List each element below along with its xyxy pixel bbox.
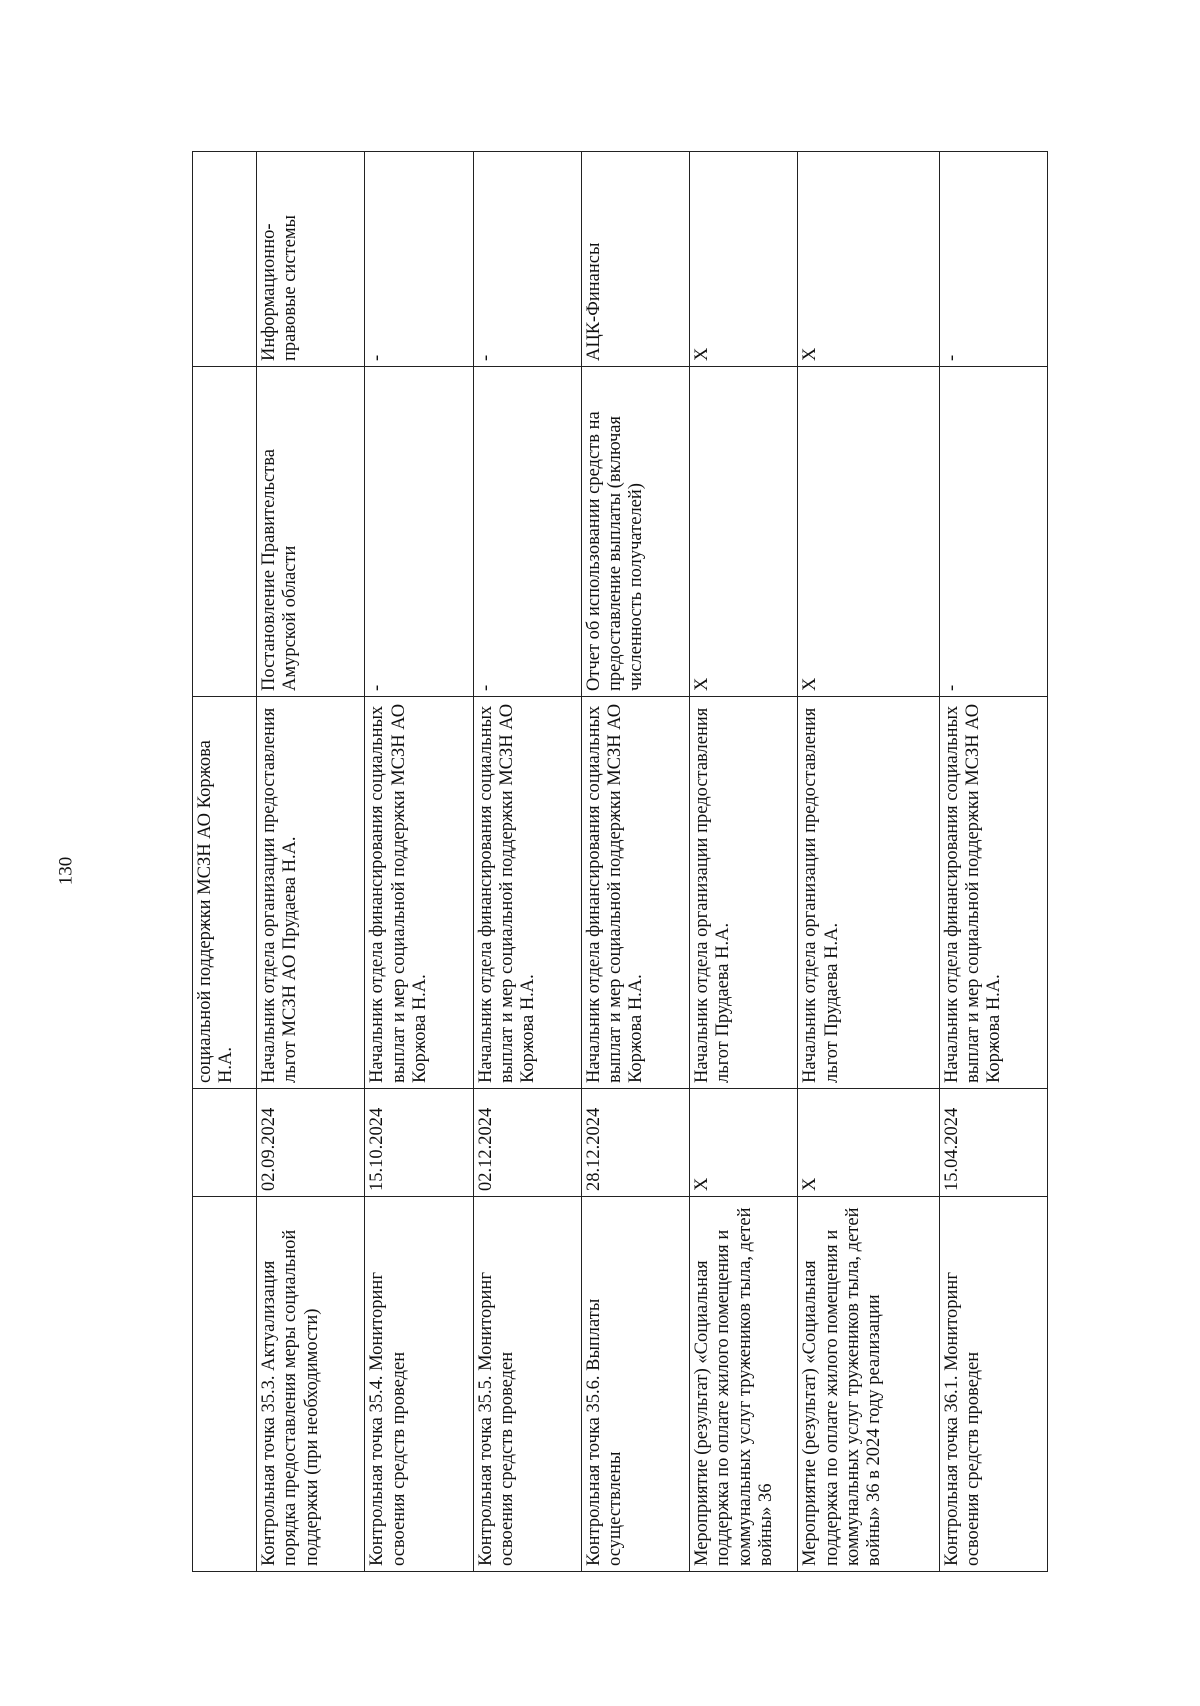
table-row <box>798 152 939 1572</box>
table-row <box>257 152 365 1572</box>
responsible-cell: Начальник отдела финансирования социальных выплат и мер социальной поддержки МСЗН АО Коржова Н.А. <box>365 697 473 1089</box>
responsible-cell: Начальник отдела финансирования социальных выплат и мер социальной поддержки МСЗН АО Коржова Н.А. <box>473 697 581 1089</box>
system-cell: X <box>690 152 798 367</box>
responsible-cell: Начальник отдела организации предоставления льгот Прудаева Н.А. <box>798 697 939 1089</box>
page-number: 130 <box>55 856 77 886</box>
date-cell: 15.04.2024 <box>939 1089 1047 1197</box>
system-cell: Информационно-правовые системы <box>257 152 365 367</box>
table-row <box>365 152 473 1572</box>
date-cell: X <box>690 1089 798 1197</box>
control-points-table <box>192 151 1048 1572</box>
activity-cell: Контрольная точка 35.3. Актуализация порядка предоставления меры социальной поддержки (при необходимости) <box>257 1197 365 1572</box>
activity-cell: Контрольная точка 35.4. Мониторинг освоения средств проведен <box>365 1197 473 1572</box>
rotated-table-container <box>192 152 1048 1572</box>
responsible-cell: Начальник отдела организации предоставления льгот Прудаева Н.А. <box>690 697 798 1089</box>
date-cell: 28.12.2024 <box>581 1089 689 1197</box>
responsible-cell: Начальник отдела финансирования социальных выплат и мер социальной поддержки МСЗН АО Коржова Н.А. <box>581 697 689 1089</box>
date-cell: X <box>798 1089 939 1197</box>
table-row <box>581 152 689 1572</box>
table-row <box>939 152 1047 1572</box>
system-cell: - <box>473 152 581 367</box>
table-row <box>193 152 257 1572</box>
document-cell: Постановление Правительства Амурской области <box>257 367 365 697</box>
system-cell: - <box>365 152 473 367</box>
date-cell: 02.09.2024 <box>257 1089 365 1197</box>
date-cell <box>193 1089 257 1197</box>
date-cell: 15.10.2024 <box>365 1089 473 1197</box>
system-cell: АЦК-Финансы <box>581 152 689 367</box>
activity-cell: Контрольная точка 36.1. Мониторинг освоения средств проведен <box>939 1197 1047 1572</box>
activity-cell: Контрольная точка 35.6. Выплаты осуществлены <box>581 1197 689 1572</box>
activity-cell <box>193 1197 257 1572</box>
document-cell: Отчет об использовании средств на предоставление выплаты (включая численность получателей) <box>581 367 689 697</box>
table-row <box>473 152 581 1572</box>
document-cell: - <box>473 367 581 697</box>
responsible-cell: Начальник отдела финансирования социальных выплат и мер социальной поддержки МСЗН АО Коржова Н.А. <box>939 697 1047 1089</box>
system-cell <box>193 152 257 367</box>
document-cell: - <box>365 367 473 697</box>
document-cell: X <box>798 367 939 697</box>
document-cell: - <box>939 367 1047 697</box>
date-cell: 02.12.2024 <box>473 1089 581 1197</box>
system-cell: - <box>939 152 1047 367</box>
responsible-cell: социальной поддержки МСЗН АО Коржова Н.А. <box>193 697 257 1089</box>
responsible-cell: Начальник отдела организации предоставления льгот МСЗН АО Прудаева Н.А. <box>257 697 365 1089</box>
activity-cell: Мероприятие (результат) «Социальная поддержка по оплате жилого помещения и коммунальных услуг тружеников тыла, детей войны» 36 в 2024 году реализации <box>798 1197 939 1572</box>
document-cell: X <box>690 367 798 697</box>
document-cell <box>193 367 257 697</box>
system-cell: X <box>798 152 939 367</box>
activity-cell: Контрольная точка 35.5. Мониторинг освоения средств проведен <box>473 1197 581 1572</box>
activity-cell: Мероприятие (результат) «Социальная поддержка по оплате жилого помещения и коммунальных услуг тружеников тыла, детей войны» 36 <box>690 1197 798 1572</box>
table-row <box>690 152 798 1572</box>
